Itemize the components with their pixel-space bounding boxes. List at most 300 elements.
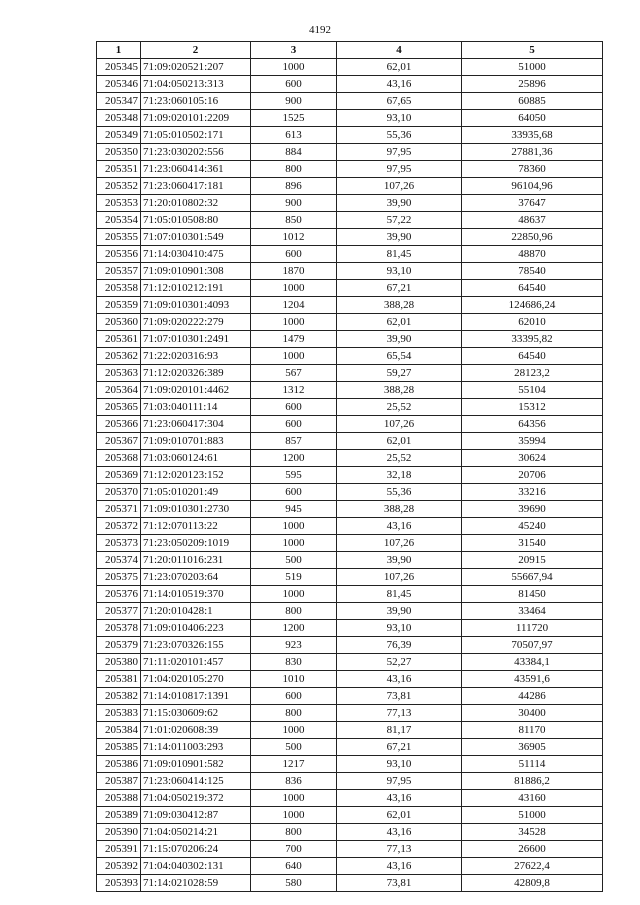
cell-area: 1217 [251,756,337,773]
cell-amount: 33464 [462,603,603,620]
cell-rate: 39,90 [337,331,462,348]
cell-cadastral-number: 71:23:030202:556 [141,144,251,161]
cell-cadastral-number: 71:20:011016:231 [141,552,251,569]
cell-number: 205357 [97,263,141,280]
table-row [97,110,603,127]
cell-cadastral-number: 71:14:010817:1391 [141,688,251,705]
cell-amount: 39690 [462,501,603,518]
cell-amount: 78540 [462,263,603,280]
cell-rate: 52,27 [337,654,462,671]
table-row [97,365,603,382]
cell-cadastral-number: 71:09:010901:582 [141,756,251,773]
cell-area: 836 [251,773,337,790]
cell-amount: 45240 [462,518,603,535]
cell-rate: 25,52 [337,399,462,416]
cell-amount: 51114 [462,756,603,773]
table-row [97,841,603,858]
column-header-1: 1 [97,42,141,59]
cell-cadastral-number: 71:20:010428:1 [141,603,251,620]
table-row [97,467,603,484]
table-row [97,858,603,875]
cell-rate: 73,81 [337,688,462,705]
cell-rate: 65,54 [337,348,462,365]
cell-area: 1000 [251,518,337,535]
cell-amount: 55667,94 [462,569,603,586]
cell-rate: 39,90 [337,552,462,569]
cell-cadastral-number: 71:23:070326:155 [141,637,251,654]
cell-cadastral-number: 71:04:040302:131 [141,858,251,875]
cell-number: 205376 [97,586,141,603]
cell-area: 1000 [251,59,337,76]
cell-cadastral-number: 71:03:060124:61 [141,450,251,467]
cell-number: 205390 [97,824,141,841]
cell-amount: 43384,1 [462,654,603,671]
cell-area: 884 [251,144,337,161]
table-row [97,671,603,688]
cell-area: 1012 [251,229,337,246]
cell-cadastral-number: 71:04:050219:372 [141,790,251,807]
cell-amount: 48637 [462,212,603,229]
cell-area: 700 [251,841,337,858]
cell-cadastral-number: 71:23:060414:125 [141,773,251,790]
cell-cadastral-number: 71:05:010508:80 [141,212,251,229]
cell-amount: 27881,36 [462,144,603,161]
cell-area: 800 [251,161,337,178]
table-row [97,450,603,467]
cell-amount: 64356 [462,416,603,433]
table-row [97,739,603,756]
cell-number: 205353 [97,195,141,212]
cell-area: 500 [251,739,337,756]
table-row [97,212,603,229]
cell-number: 205378 [97,620,141,637]
cell-cadastral-number: 71:01:020608:39 [141,722,251,739]
cell-number: 205361 [97,331,141,348]
cell-area: 1000 [251,722,337,739]
cell-rate: 77,13 [337,705,462,722]
cell-amount: 44286 [462,688,603,705]
cell-area: 850 [251,212,337,229]
cell-rate: 97,95 [337,144,462,161]
cell-amount: 34528 [462,824,603,841]
cell-number: 205347 [97,93,141,110]
cell-area: 613 [251,127,337,144]
cell-rate: 67,65 [337,93,462,110]
cell-cadastral-number: 71:23:060417:304 [141,416,251,433]
cell-area: 800 [251,824,337,841]
cell-cadastral-number: 71:09:020521:207 [141,59,251,76]
cell-rate: 97,95 [337,773,462,790]
cell-number: 205379 [97,637,141,654]
cell-amount: 51000 [462,807,603,824]
registry-table [96,41,603,892]
cell-amount: 78360 [462,161,603,178]
cell-rate: 93,10 [337,620,462,637]
cell-rate: 93,10 [337,756,462,773]
cell-cadastral-number: 71:03:040111:14 [141,399,251,416]
cell-area: 1000 [251,535,337,552]
cell-cadastral-number: 71:11:020101:457 [141,654,251,671]
table-row [97,161,603,178]
cell-cadastral-number: 71:09:010701:883 [141,433,251,450]
cell-number: 205377 [97,603,141,620]
table-row [97,433,603,450]
cell-amount: 20706 [462,467,603,484]
cell-number: 205354 [97,212,141,229]
cell-cadastral-number: 71:09:020222:279 [141,314,251,331]
table-row [97,484,603,501]
table-row [97,314,603,331]
cell-cadastral-number: 71:09:020101:4462 [141,382,251,399]
table-row [97,637,603,654]
cell-cadastral-number: 71:04:050213:313 [141,76,251,93]
cell-area: 600 [251,399,337,416]
cell-rate: 67,21 [337,739,462,756]
table-body [97,59,603,892]
cell-amount: 36905 [462,739,603,756]
cell-number: 205385 [97,739,141,756]
cell-rate: 43,16 [337,824,462,841]
cell-amount: 81170 [462,722,603,739]
cell-number: 205350 [97,144,141,161]
column-header-4: 4 [337,42,462,59]
cell-area: 900 [251,93,337,110]
cell-rate: 32,18 [337,467,462,484]
cell-rate: 97,95 [337,161,462,178]
cell-amount: 30400 [462,705,603,722]
cell-amount: 81450 [462,586,603,603]
cell-rate: 81,45 [337,586,462,603]
cell-rate: 43,16 [337,858,462,875]
table-row [97,195,603,212]
cell-number: 205375 [97,569,141,586]
cell-number: 205349 [97,127,141,144]
cell-area: 600 [251,76,337,93]
cell-rate: 59,27 [337,365,462,382]
cell-amount: 70507,97 [462,637,603,654]
cell-amount: 81886,2 [462,773,603,790]
table-row [97,773,603,790]
cell-number: 205367 [97,433,141,450]
table-row [97,654,603,671]
cell-number: 205351 [97,161,141,178]
table-row [97,603,603,620]
column-header-5: 5 [462,42,603,59]
cell-area: 1000 [251,790,337,807]
cell-cadastral-number: 71:20:010802:32 [141,195,251,212]
cell-cadastral-number: 71:04:050214:21 [141,824,251,841]
cell-number: 205380 [97,654,141,671]
cell-amount: 31540 [462,535,603,552]
cell-cadastral-number: 71:14:011003:293 [141,739,251,756]
cell-amount: 43591,6 [462,671,603,688]
table-row [97,263,603,280]
cell-rate: 62,01 [337,59,462,76]
cell-number: 205365 [97,399,141,416]
cell-cadastral-number: 71:09:010301:2730 [141,501,251,518]
cell-cadastral-number: 71:12:010212:191 [141,280,251,297]
cell-rate: 81,17 [337,722,462,739]
cell-number: 205388 [97,790,141,807]
cell-number: 205359 [97,297,141,314]
cell-area: 1870 [251,263,337,280]
cell-amount: 33935,68 [462,127,603,144]
cell-number: 205373 [97,535,141,552]
cell-amount: 64540 [462,348,603,365]
cell-number: 205389 [97,807,141,824]
cell-number: 205362 [97,348,141,365]
cell-cadastral-number: 71:14:010519:370 [141,586,251,603]
cell-amount: 64540 [462,280,603,297]
cell-area: 600 [251,484,337,501]
cell-number: 205369 [97,467,141,484]
cell-number: 205383 [97,705,141,722]
cell-amount: 37647 [462,195,603,212]
cell-area: 1204 [251,297,337,314]
cell-number: 205360 [97,314,141,331]
cell-cadastral-number: 71:04:020105:270 [141,671,251,688]
cell-cadastral-number: 71:12:020326:389 [141,365,251,382]
column-header-2: 2 [141,42,251,59]
cell-amount: 15312 [462,399,603,416]
cell-amount: 33395,82 [462,331,603,348]
cell-amount: 42809,8 [462,875,603,892]
table-row [97,76,603,93]
page-number: 4192 [309,24,331,36]
cell-rate: 67,21 [337,280,462,297]
table-row [97,824,603,841]
table-row [97,688,603,705]
cell-number: 205372 [97,518,141,535]
table-row [97,246,603,263]
cell-rate: 43,16 [337,76,462,93]
table-row [97,501,603,518]
table-row [97,399,603,416]
cell-amount: 27622,4 [462,858,603,875]
cell-number: 205391 [97,841,141,858]
cell-amount: 26600 [462,841,603,858]
cell-amount: 33216 [462,484,603,501]
cell-cadastral-number: 71:23:060105:16 [141,93,251,110]
cell-cadastral-number: 71:05:010502:171 [141,127,251,144]
cell-number: 205393 [97,875,141,892]
cell-area: 896 [251,178,337,195]
cell-amount: 20915 [462,552,603,569]
cell-rate: 76,39 [337,637,462,654]
cell-amount: 55104 [462,382,603,399]
cell-rate: 62,01 [337,433,462,450]
cell-area: 1200 [251,450,337,467]
table-row [97,620,603,637]
table-row [97,552,603,569]
cell-area: 600 [251,246,337,263]
cell-number: 205387 [97,773,141,790]
cell-rate: 43,16 [337,518,462,535]
cell-number: 205392 [97,858,141,875]
cell-area: 1000 [251,314,337,331]
cell-rate: 39,90 [337,603,462,620]
cell-amount: 60885 [462,93,603,110]
cell-rate: 388,28 [337,501,462,518]
cell-cadastral-number: 71:09:010901:308 [141,263,251,280]
cell-cadastral-number: 71:23:060414:361 [141,161,251,178]
cell-area: 500 [251,552,337,569]
cell-area: 1479 [251,331,337,348]
cell-area: 1000 [251,586,337,603]
cell-amount: 30624 [462,450,603,467]
cell-number: 205370 [97,484,141,501]
cell-number: 205348 [97,110,141,127]
table-row [97,229,603,246]
cell-cadastral-number: 71:23:060417:181 [141,178,251,195]
cell-area: 923 [251,637,337,654]
cell-rate: 43,16 [337,790,462,807]
cell-cadastral-number: 71:09:020101:2209 [141,110,251,127]
cell-area: 800 [251,705,337,722]
cell-rate: 62,01 [337,807,462,824]
cell-rate: 73,81 [337,875,462,892]
cell-number: 205358 [97,280,141,297]
table-row [97,416,603,433]
cell-rate: 107,26 [337,178,462,195]
cell-number: 205366 [97,416,141,433]
table-row [97,722,603,739]
cell-cadastral-number: 71:07:010301:549 [141,229,251,246]
cell-cadastral-number: 71:07:010301:2491 [141,331,251,348]
cell-rate: 55,36 [337,127,462,144]
cell-rate: 388,28 [337,382,462,399]
cell-rate: 57,22 [337,212,462,229]
cell-number: 205368 [97,450,141,467]
cell-number: 205345 [97,59,141,76]
table-row [97,535,603,552]
cell-rate: 77,13 [337,841,462,858]
table-row [97,518,603,535]
cell-number: 205346 [97,76,141,93]
cell-area: 1000 [251,807,337,824]
cell-area: 857 [251,433,337,450]
cell-number: 205384 [97,722,141,739]
cell-cadastral-number: 71:09:010406:223 [141,620,251,637]
cell-cadastral-number: 71:14:030410:475 [141,246,251,263]
cell-area: 830 [251,654,337,671]
table-row [97,790,603,807]
cell-amount: 124686,24 [462,297,603,314]
cell-amount: 51000 [462,59,603,76]
cell-area: 519 [251,569,337,586]
table-row [97,178,603,195]
header-row [97,42,603,59]
column-header-3: 3 [251,42,337,59]
cell-area: 640 [251,858,337,875]
table-row [97,348,603,365]
cell-number: 205382 [97,688,141,705]
table-row [97,569,603,586]
table-row [97,331,603,348]
table-row [97,59,603,76]
cell-number: 205363 [97,365,141,382]
cell-cadastral-number: 71:15:030609:62 [141,705,251,722]
cell-rate: 62,01 [337,314,462,331]
table-row [97,280,603,297]
table-row [97,382,603,399]
cell-cadastral-number: 71:12:020123:152 [141,467,251,484]
cell-area: 800 [251,603,337,620]
cell-rate: 43,16 [337,671,462,688]
cell-number: 205355 [97,229,141,246]
cell-area: 1000 [251,280,337,297]
table-row [97,93,603,110]
cell-amount: 62010 [462,314,603,331]
cell-number: 205386 [97,756,141,773]
table-row [97,756,603,773]
table-row [97,875,603,892]
table-row [97,705,603,722]
cell-rate: 39,90 [337,195,462,212]
cell-number: 205374 [97,552,141,569]
cell-rate: 81,45 [337,246,462,263]
cell-amount: 48870 [462,246,603,263]
cell-rate: 39,90 [337,229,462,246]
cell-area: 1200 [251,620,337,637]
cell-rate: 107,26 [337,535,462,552]
table-row [97,586,603,603]
cell-amount: 22850,96 [462,229,603,246]
cell-rate: 93,10 [337,263,462,280]
cell-area: 600 [251,688,337,705]
cell-amount: 28123,2 [462,365,603,382]
cell-number: 205356 [97,246,141,263]
cell-area: 595 [251,467,337,484]
cell-number: 205381 [97,671,141,688]
cell-cadastral-number: 71:12:070113:22 [141,518,251,535]
cell-cadastral-number: 71:15:070206:24 [141,841,251,858]
cell-area: 1312 [251,382,337,399]
table-row [97,297,603,314]
cell-cadastral-number: 71:09:030412:87 [141,807,251,824]
cell-area: 600 [251,416,337,433]
cell-area: 945 [251,501,337,518]
cell-area: 580 [251,875,337,892]
table-row [97,807,603,824]
cell-cadastral-number: 71:23:050209:1019 [141,535,251,552]
cell-area: 1010 [251,671,337,688]
cell-area: 1525 [251,110,337,127]
cell-cadastral-number: 71:14:021028:59 [141,875,251,892]
cell-rate: 93,10 [337,110,462,127]
cell-rate: 388,28 [337,297,462,314]
cell-rate: 25,52 [337,450,462,467]
cell-number: 205364 [97,382,141,399]
cell-area: 567 [251,365,337,382]
cell-amount: 64050 [462,110,603,127]
cell-area: 900 [251,195,337,212]
cell-cadastral-number: 71:09:010301:4093 [141,297,251,314]
cell-cadastral-number: 71:05:010201:49 [141,484,251,501]
cell-amount: 43160 [462,790,603,807]
cell-amount: 111720 [462,620,603,637]
cell-number: 205371 [97,501,141,518]
cell-area: 1000 [251,348,337,365]
table-row [97,127,603,144]
cell-number: 205352 [97,178,141,195]
cell-cadastral-number: 71:23:070203:64 [141,569,251,586]
cell-amount: 35994 [462,433,603,450]
cell-amount: 96104,96 [462,178,603,195]
table-row [97,144,603,161]
cell-cadastral-number: 71:22:020316:93 [141,348,251,365]
cell-rate: 107,26 [337,569,462,586]
